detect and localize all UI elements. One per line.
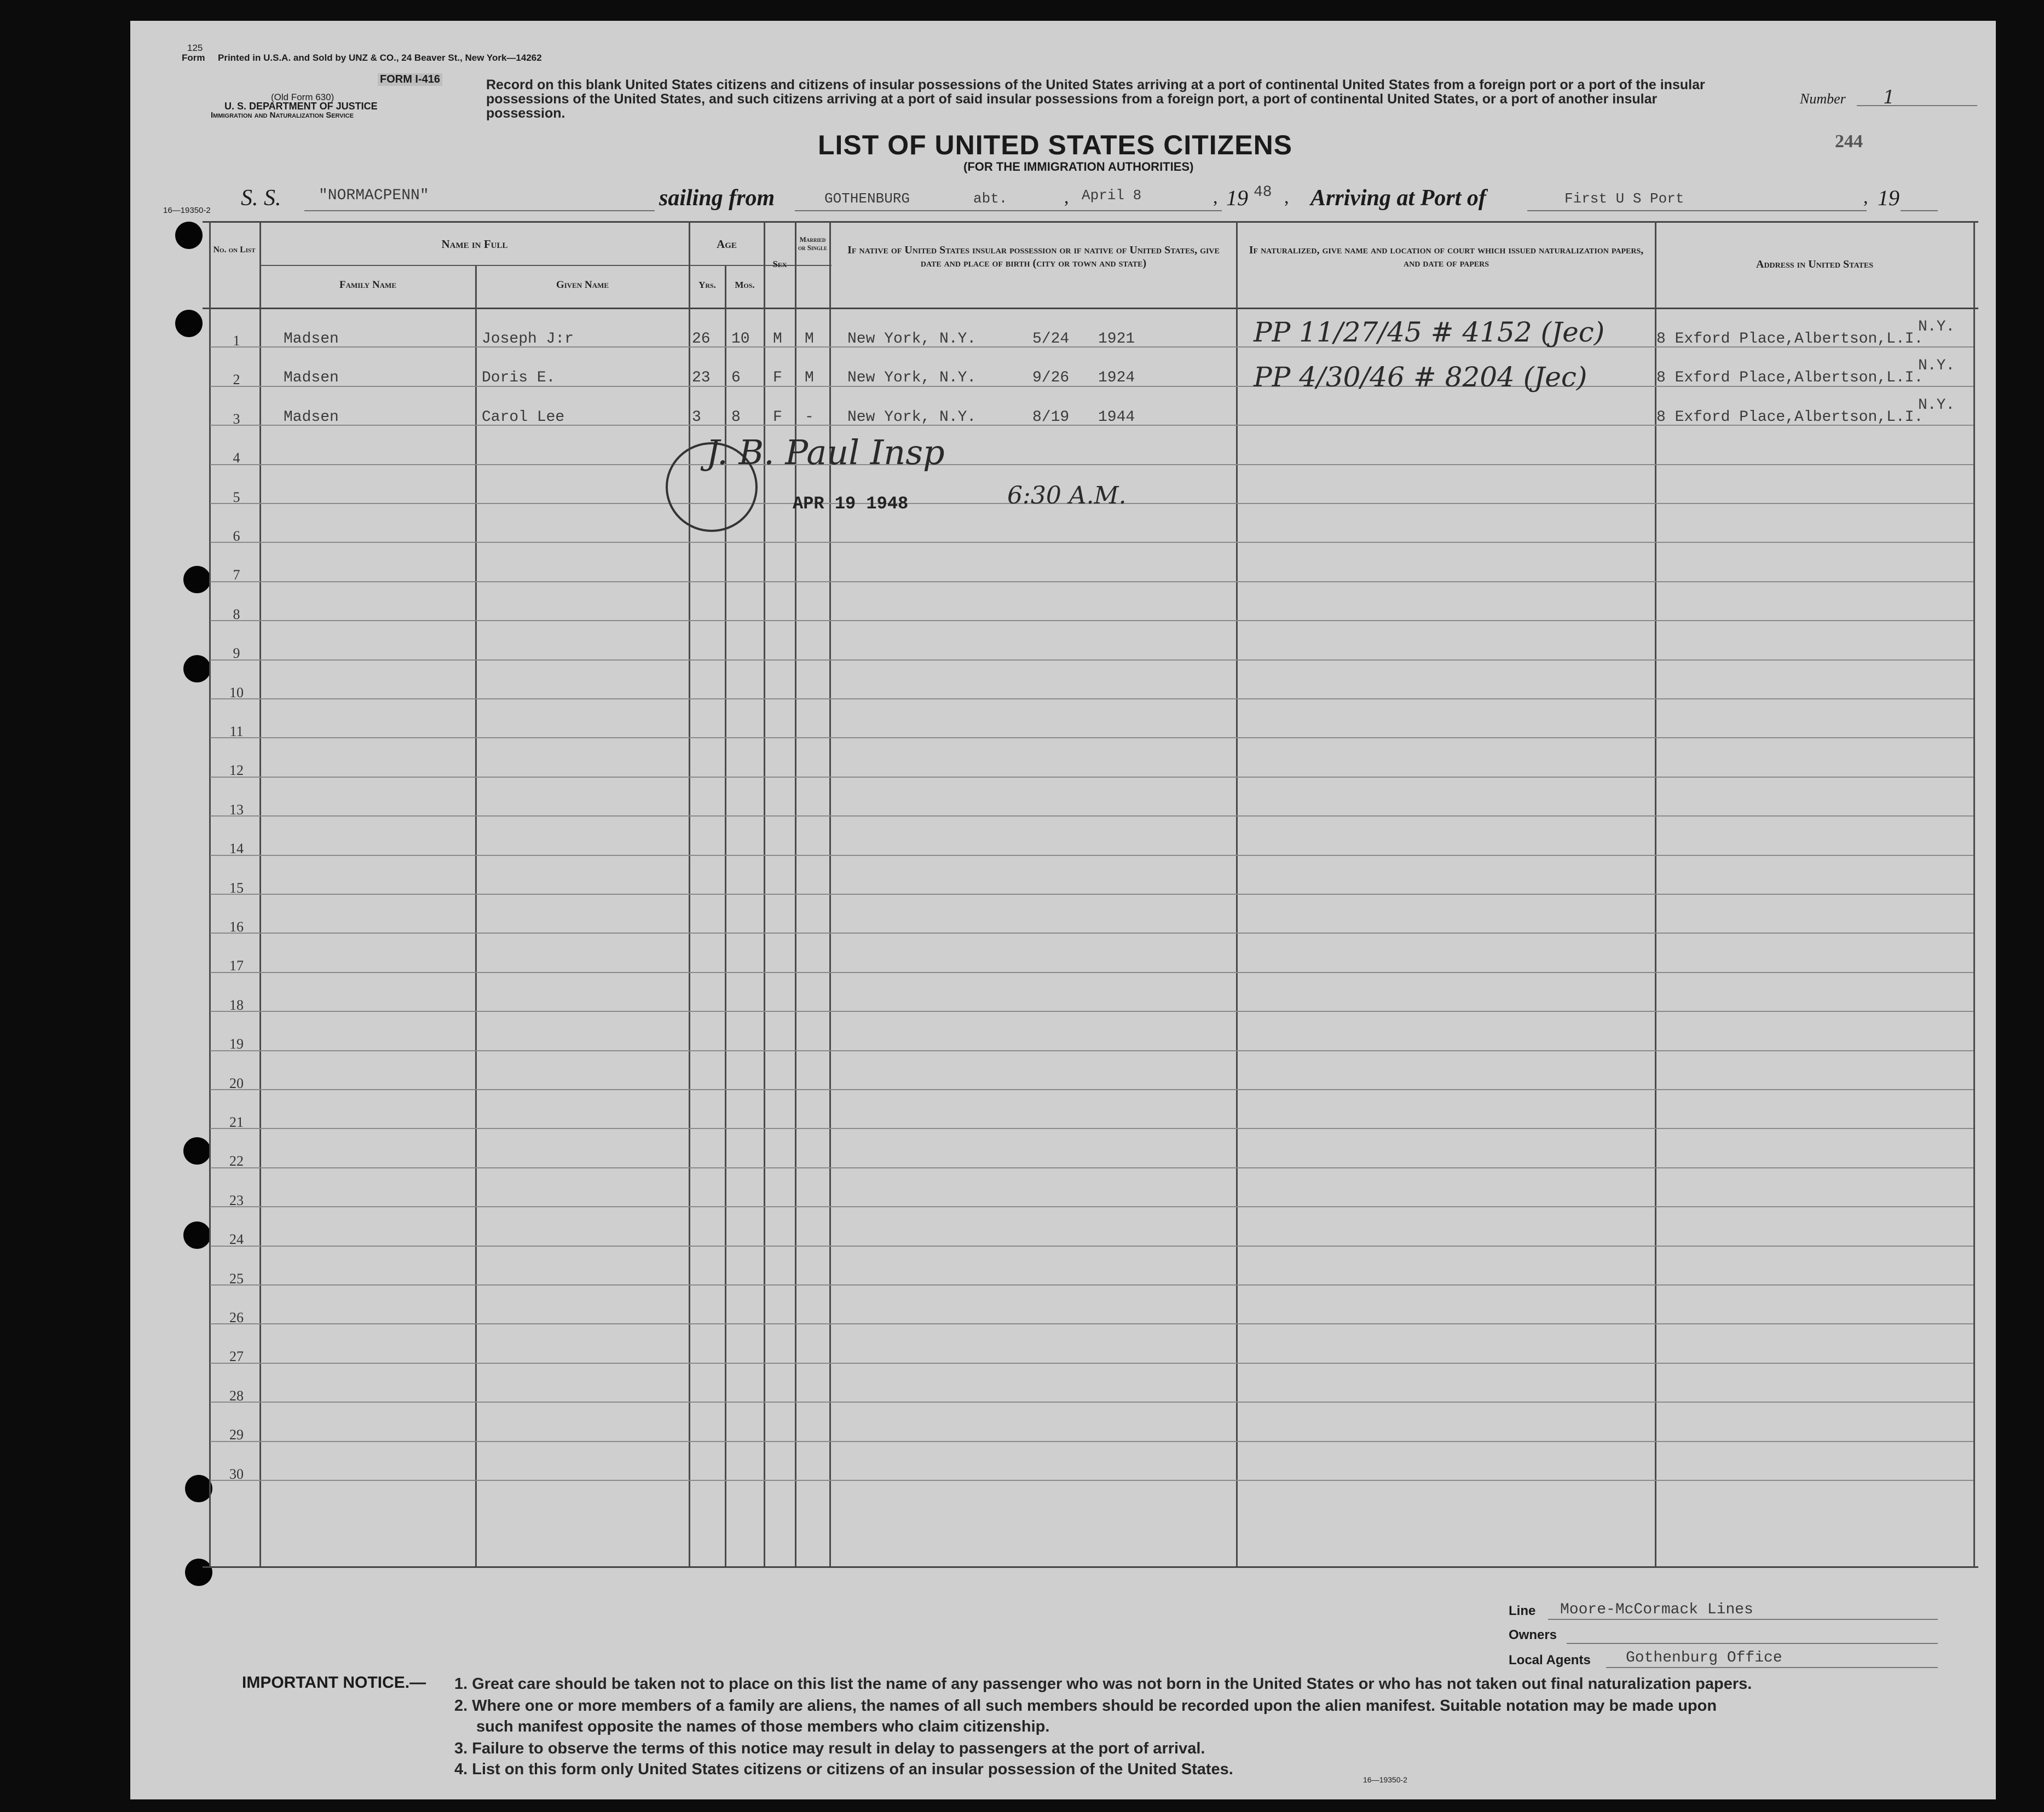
age-months-cell: 8 (731, 409, 741, 426)
punch-hole (183, 655, 211, 682)
side-code: 16—19350-2 (163, 206, 211, 215)
age-years-cell: 23 (692, 369, 711, 386)
birth-year-cell: 1921 (1098, 331, 1135, 348)
punch-hole (185, 1559, 212, 1586)
age-months-cell: 10 (731, 331, 750, 348)
row-number: 14 (229, 841, 244, 856)
birth-date-cell: 5/24 (1032, 331, 1070, 348)
birth-place-cell: New York, N.Y. (847, 331, 977, 348)
row-rule (210, 855, 1973, 856)
birth-place-cell: New York, N.Y. (847, 409, 977, 426)
inspection-time: 6:30 A.M. (1007, 482, 1127, 510)
instructions: Record on this blank United States citizens and citizens of insular possessions of the United States arriving at a port of continental United States from a foreign port or a port of the insular possessions of the United States, and such citizens arriving at a port of said insular possessions from a foreign port, a port of continental United States, or a port of another insular possession. (486, 77, 1705, 121)
row-rule (210, 777, 1973, 778)
col-no-header: No. on List (213, 245, 256, 254)
row-number: 23 (229, 1192, 244, 1208)
row-rule (210, 1323, 1973, 1324)
col-native-header: If native of United States insular possession or if native of United States, give date and place of birth (city or town and state) (847, 244, 1220, 269)
row-rule (210, 894, 1973, 895)
owners-underline (1567, 1643, 1938, 1644)
inspection-stamp-date: APR 19 1948 (793, 494, 909, 514)
old-form: (Old Form 630) (271, 92, 334, 102)
row-number: 7 (233, 567, 240, 583)
arrival-port: First U S Port (1564, 190, 1684, 207)
col-age-header: Age (717, 238, 737, 251)
address-state-cell: N.Y. (1918, 357, 1955, 374)
notice-1: 1. Great care should be taken not to place on this list the name of any passenger who was not born in the United States or who has not taken out final naturalization papers. (454, 1675, 1752, 1693)
col-family-header: Family Name (339, 279, 396, 291)
inspector-signature: J. B. Paul Insp (706, 432, 945, 472)
row-number: 5 (233, 489, 240, 505)
sailing-date: April 8 (1082, 187, 1142, 204)
punch-hole (175, 222, 203, 249)
punch-hole (175, 310, 203, 337)
agents-value: Gothenburg Office (1626, 1649, 1782, 1666)
row-number: 11 (229, 723, 244, 739)
ship-underline (304, 210, 655, 211)
row-number: 1 (233, 333, 240, 349)
row-number: 25 (229, 1271, 244, 1287)
row-number: 28 (229, 1388, 244, 1404)
owners-label: Owners (1509, 1628, 1557, 1642)
year-prefix: 19 (1226, 186, 1248, 210)
row-number: 6 (233, 528, 240, 544)
married-cell: M (805, 331, 814, 348)
arrival-year-prefix: 19 (1878, 186, 1899, 210)
row-rule (210, 659, 1973, 661)
sex-cell: M (773, 331, 782, 348)
row-rule (210, 972, 1973, 973)
row-rule (210, 1128, 1973, 1129)
comma: , (1213, 187, 1218, 207)
row-number: 30 (229, 1466, 244, 1482)
comma: , (1064, 187, 1069, 207)
sailing-label: sailing from (659, 186, 775, 211)
number-value: 1 (1883, 86, 1895, 108)
sailing-underline (795, 210, 1222, 211)
married-cell: - (805, 409, 814, 426)
line-value: Moore-McCormack Lines (1560, 1601, 1753, 1618)
row-rule (210, 1480, 1973, 1481)
row-rule (210, 620, 1973, 621)
row-rule (210, 737, 1973, 738)
given-name-cell: Doris E. (482, 369, 556, 386)
punch-hole (183, 1221, 211, 1249)
row-number: 12 (229, 762, 244, 778)
col-name-header: Name in Full (441, 238, 508, 251)
row-rule (210, 581, 1973, 582)
page-subtitle: (FOR THE IMMIGRATION AUTHORITIES) (963, 160, 1194, 173)
row-rule (210, 464, 1973, 465)
row-rule (210, 1246, 1973, 1247)
row-number: 10 (229, 685, 244, 701)
notice-2: 2. Where one or more members of a family are aliens, the names of all such members should be recorded upon the alien manifest. Suitable notation may be made upon (454, 1697, 1717, 1715)
sex-cell: F (773, 409, 782, 426)
family-name-cell: Madsen (284, 331, 339, 348)
punch-hole (183, 1137, 211, 1165)
naturalization-note-2: PP 4/30/46 # 8204 (Jec) (1254, 361, 1587, 393)
arriving-label: Arriving at Port of (1310, 186, 1486, 211)
table-top-rule (203, 221, 1978, 223)
row-number: 24 (229, 1231, 244, 1247)
age-years-cell: 26 (692, 331, 711, 348)
form-stamp: FORM I-416 (378, 73, 442, 86)
row-number: 4 (233, 450, 240, 466)
row-rule (210, 1363, 1973, 1364)
row-number: 18 (229, 997, 244, 1013)
row-rule (210, 1167, 1973, 1168)
address-cell: 8 Exford Place,Albertson,L.I. (1656, 369, 1924, 386)
table-bottom-rule (203, 1566, 1978, 1568)
col-divider (475, 266, 477, 1566)
address-cell: 8 Exford Place,Albertson,L.I. (1656, 409, 1924, 426)
col-divider (1973, 221, 1975, 1566)
notice-4: 4. List on this form only United States citizens or citizens of an insular possession of the United States. (454, 1761, 1233, 1778)
number-label: Number (1800, 91, 1846, 107)
family-name-cell: Madsen (284, 369, 339, 386)
printer-line: Printed in U.S.A. and Sold by UNZ & CO., 24 Beaver St., New York—14262 (218, 53, 542, 63)
row-number: 13 (229, 802, 244, 818)
married-cell: M (805, 369, 814, 386)
number-underline (1857, 105, 1977, 106)
col-address-header: Address in United States (1756, 258, 1873, 270)
ship-name: "NORMACPENN" (319, 187, 429, 204)
row-rule (210, 1441, 1973, 1442)
given-name-cell: Joseph J:r (482, 331, 574, 348)
row-number: 9 (233, 645, 240, 661)
row-rule (210, 698, 1973, 699)
birth-place-cell: New York, N.Y. (847, 369, 977, 386)
row-rule (210, 1050, 1973, 1051)
row-number: 16 (229, 919, 244, 935)
punch-hole (185, 1475, 212, 1502)
row-rule (210, 933, 1973, 934)
row-number: 19 (229, 1036, 244, 1052)
comma: , (1284, 187, 1289, 207)
row-number: 15 (229, 880, 244, 896)
birth-year-cell: 1944 (1098, 409, 1135, 426)
age-months-cell: 6 (731, 369, 741, 386)
family-name-cell: Madsen (284, 409, 339, 426)
row-number: 26 (229, 1310, 244, 1325)
given-name-cell: Carol Lee (482, 409, 565, 426)
agents-underline (1606, 1667, 1938, 1668)
sheet-number: 244 (1835, 131, 1863, 152)
row-number: 8 (233, 606, 240, 622)
department: U. S. DEPARTMENT OF JUSTICE (224, 101, 378, 112)
row-rule (210, 1011, 1973, 1012)
col-yrs-header: Yrs. (698, 280, 716, 290)
comma: , (1863, 187, 1868, 207)
line-underline (1548, 1619, 1938, 1620)
row-rule (210, 542, 1973, 543)
sex-cell: F (773, 369, 782, 386)
punch-hole (183, 566, 211, 593)
birth-date-cell: 9/26 (1032, 369, 1070, 386)
page-title: LIST OF UNITED STATES CITIZENS (818, 130, 1293, 160)
from-port: GOTHENBURG (824, 190, 910, 207)
ss-label: S. S. (241, 186, 281, 211)
row-number: 17 (229, 958, 244, 974)
header-bottom-rule (203, 308, 1978, 309)
birth-year-cell: 1924 (1098, 369, 1135, 386)
col-sex-header: Sex (772, 259, 787, 269)
address-state-cell: N.Y. (1918, 319, 1955, 335)
arrival-year-underline (1901, 210, 1938, 211)
year-suffix: 48 (1254, 184, 1272, 201)
service: Immigration and Naturalization Service (211, 111, 354, 120)
row-number: 20 (229, 1075, 244, 1091)
row-number: 22 (229, 1153, 244, 1169)
row-rule (210, 815, 1973, 817)
row-number: 21 (229, 1114, 244, 1130)
col-mos-header: Mos. (735, 280, 755, 290)
line-label: Line (1509, 1603, 1536, 1618)
form-number-top: 125 (187, 43, 203, 53)
address-cell: 8 Exford Place,Albertson,L.I. (1656, 331, 1924, 348)
row-number: 27 (229, 1348, 244, 1364)
birth-date-cell: 8/19 (1032, 409, 1070, 426)
abt: abt. (973, 190, 1008, 207)
arrival-underline (1527, 210, 1867, 211)
notice-2-cont: such manifest opposite the names of those members who claim citizenship. (476, 1718, 1050, 1735)
address-state-cell: N.Y. (1918, 397, 1955, 414)
row-rule (210, 1402, 1973, 1403)
row-number: 2 (233, 372, 240, 387)
col-given-header: Given Name (556, 279, 609, 291)
form-word: Form (182, 53, 205, 63)
naturalization-note-1: PP 11/27/45 # 4152 (Jec) (1254, 316, 1605, 348)
footer-code: 16—19350-2 (1363, 1775, 1407, 1784)
age-years-cell: 3 (692, 409, 701, 426)
notice-3: 3. Failure to observe the terms of this notice may result in delay to passengers at the port of arrival. (454, 1740, 1205, 1757)
row-number: 3 (233, 411, 240, 427)
row-rule (210, 1089, 1973, 1090)
row-number: 29 (229, 1427, 244, 1443)
agents-label: Local Agents (1509, 1653, 1591, 1668)
col-naturalized-header: If naturalized, give name and location of court which issued naturalization papers, and date of papers (1249, 244, 1644, 269)
row-rule (210, 1206, 1973, 1207)
row-rule (210, 1284, 1973, 1286)
col-married-header: Married or Single (798, 235, 827, 252)
name-age-subrule (261, 265, 832, 266)
notice-label: IMPORTANT NOTICE.— (242, 1674, 426, 1692)
